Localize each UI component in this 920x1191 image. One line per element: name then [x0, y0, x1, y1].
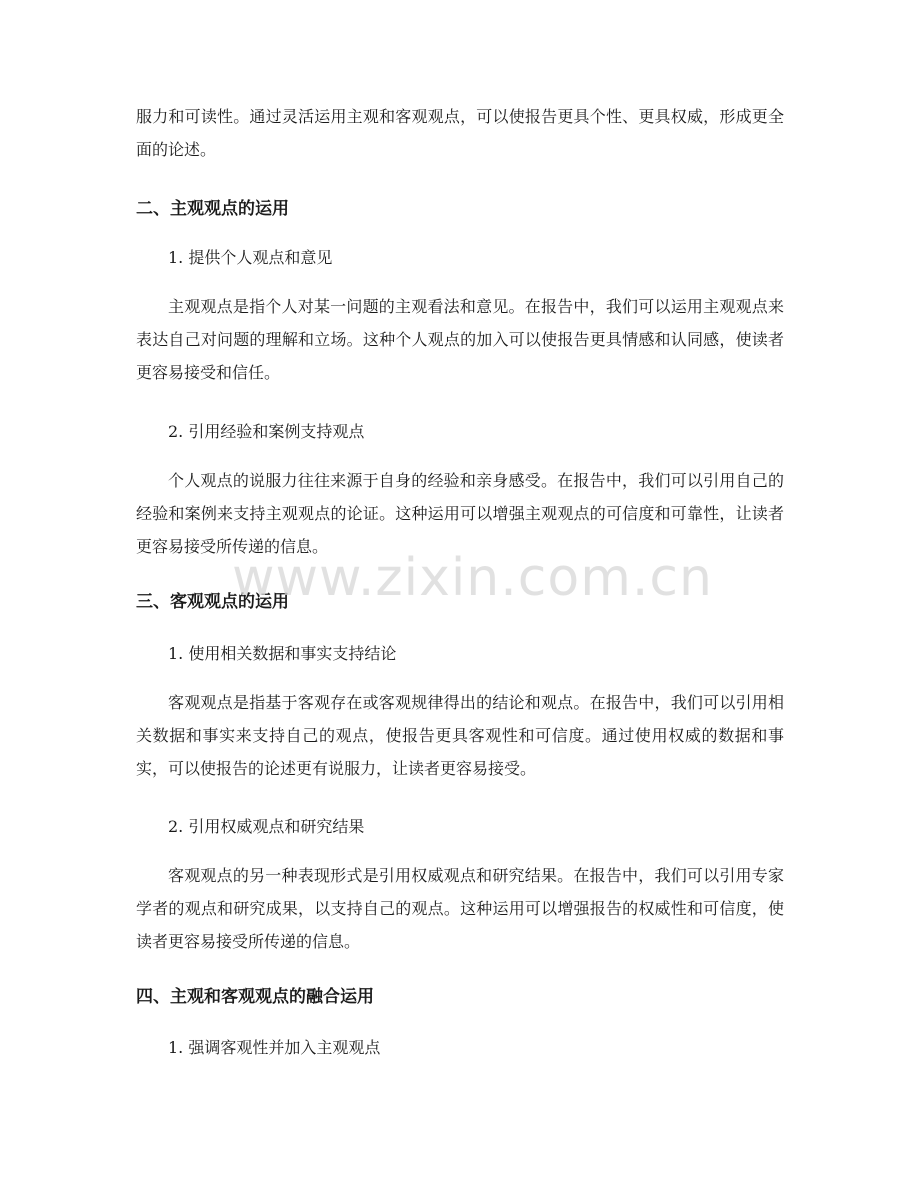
section-heading-3: 三、客观观点的运用 — [136, 592, 289, 612]
intro-paragraph: 服力和可读性。通过灵活运用主观和客观观点，可以使报告更具个性、更具权威，形成更全面的论述。 — [136, 107, 784, 159]
section2-paragraph-2: 个人观点的说服力往往来源于自身的经验和亲身感受。在报告中，我们可以引用自己的经验和案例来支持主观观点的论证。这种运用可以增强主观观点的可信度和可靠性，让读者更容易接受所传递的信息。 — [136, 471, 784, 556]
watermark: www.zixin.com.cn — [232, 548, 713, 608]
section3-item-2: 2. 引用权威观点和研究结果 — [168, 817, 365, 836]
section-heading-4: 四、主观和客观观点的融合运用 — [136, 987, 374, 1007]
section3-item-1: 1. 使用相关数据和事实支持结论 — [168, 644, 397, 663]
section3-paragraph-2: 客观观点的另一种表现形式是引用权威观点和研究结果。在报告中，我们可以引用专家学者的观点和研究成果，以支持自己的观点。这种运用可以增强报告的权威性和可信度，使读者更容易接受所传递的信息。 — [136, 866, 784, 951]
section2-paragraph-1: 主观观点是指个人对某一问题的主观看法和意见。在报告中，我们可以运用主观观点来表达自己对问题的理解和立场。这种个人观点的加入可以使报告更具情感和认同感，使读者更容易接受和信任。 — [136, 297, 784, 382]
section2-item-2: 2. 引用经验和案例支持观点 — [168, 422, 365, 441]
section3-paragraph-1: 客观观点是指基于客观存在或客观规律得出的结论和观点。在报告中，我们可以引用相关数据和事实来支持自己的观点，使报告更具客观性和可信度。通过使用权威的数据和事实，可以使报告的论述更有说服力，让读者更容易接受。 — [136, 693, 784, 778]
section-heading-2: 二、主观观点的运用 — [136, 199, 289, 219]
section4-item-1: 1. 强调客观性并加入主观观点 — [168, 1038, 381, 1057]
section2-item-1: 1. 提供个人观点和意见 — [168, 248, 333, 267]
